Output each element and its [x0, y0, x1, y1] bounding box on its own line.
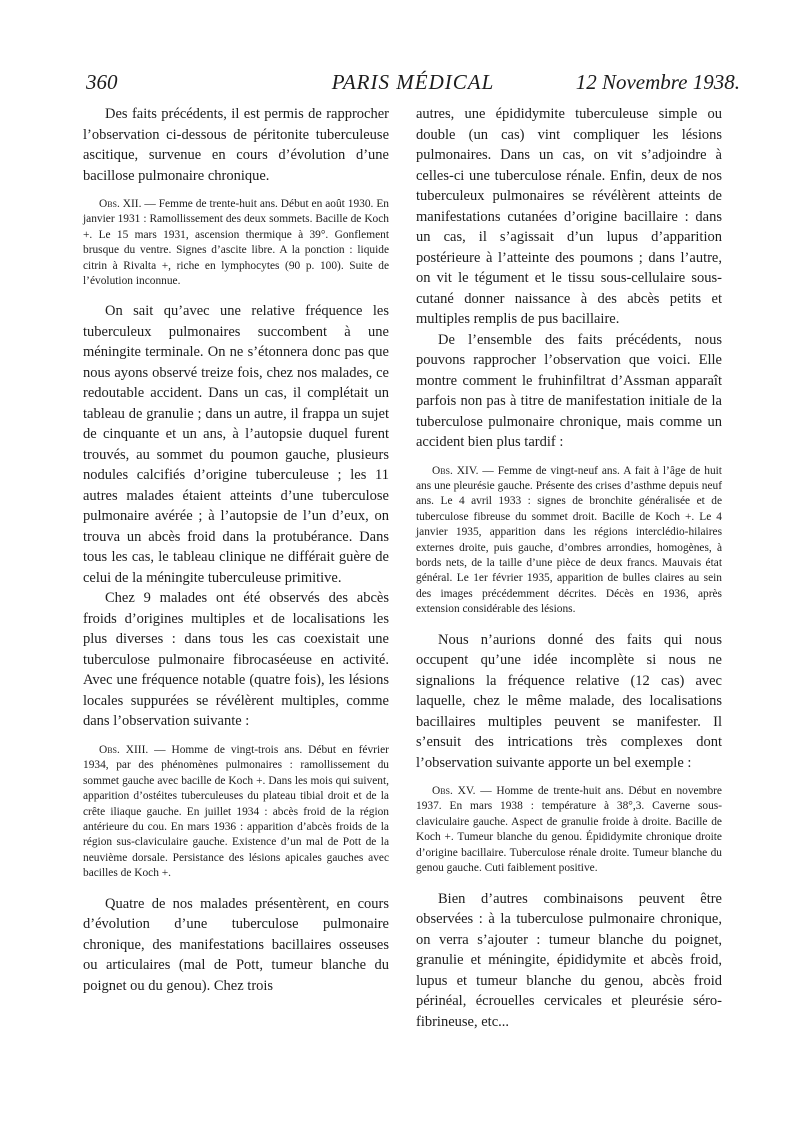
observation-15 — [416, 784, 722, 876]
paragraph-fruhinfiltrat: De l’ensemble des faits précédents, nous pouvons rapprocher l’observation que voici. Elle montre comment le fruhinfiltrat d’Assman apparaît parfois non pas à titre de manifestation initiale de la tuberculose pulmonaire chronique, mais comme un accident bien plus tardif : — [416, 331, 722, 450]
paragraph-osteo-articular: Quatre de nos malades présentèrent, en cours d’évolution d’une tuberculose pulmonaire chronique, des manifestations bacillaires osseuses ou articulaires (mal de Pott, tumeur blanche du poignet ou du genou). Chez trois — [83, 895, 389, 994]
observation-14-text: — Femme de vingt-neuf ans. A fait à l’âge de huit ans une pleurésie gauche. Présente des crises d’asthme depuis neuf ans. Le 4 avril 1933 : signes de bronchite généralisée et de tuberculose fibreuse du sommet droit. Bacille de Koch +. Le 4 janvier 1935, apparition dans les régions interclédio-hilaires externes droite, puis gauche, d’ombres arrondies, homogènes, à bords nets, de la taille d’une pièce de deux francs. Mauvais état général. Le 1er février 1935, apparition de bulles claires au sein des images précédemment décrites. Décès en 1936, après extension considérable des lésions. — [416, 464, 722, 616]
issue-date: 12 Novembre 1938. — [575, 70, 740, 94]
journal-title: PARIS MÉDICAL — [331, 70, 495, 94]
paragraph-peritonitis-intro: Des faits précédents, il est permis de rapprocher l’observation ci-dessous de péritonite tuberculeuse ascitique, survenue en cours d’évolution d’une bacillose pulmonaire chronique. — [83, 106, 389, 184]
observation-13-label: Obs. XIII. — [99, 743, 149, 756]
paragraph-cold-abscesses: Chez 9 malades ont été observés des abcès froids d’origines multiples et de localisations les plus diverses : dans tous les cas coexistait une tuberculose pulmonaire fibrocaséeuse en activité. Avec une fréquence notable (quatre fois), les lésions locales suppurées se révélèrent multiples, comme dans l’observation suivante : — [83, 590, 389, 730]
observation-12 — [83, 197, 389, 289]
observation-12-text: — Femme de trente-huit ans. Début en août 1930. En janvier 1931 : Ramollissement des deux sommets. Bacille de Koch +. Le 15 mars 1931, ascension thermique à 39°. Gonflement brusque du ventre. Signes d’ascite libre. A la ponction : liquide citrin à Rivalta +, riche en lymphocytes (90 p. 100). Suite de l’évolution inconnue. — [83, 198, 389, 288]
observation-15-text: — Homme de trente-huit ans. Début en novembre 1937. En mars 1938 : température à 38°,3. Caverne sous-claviculaire gauche. Aspect de granulie froide à droite. Bacille de Koch +. Tumeur blanche du genou. Épididymite chronique droite d’origine bacillaire. Tuberculose rénale droite. Tumeur blanche du genou gauche. Cuti faiblement positive. — [416, 785, 722, 875]
page-number: 360 — [86, 70, 118, 94]
observation-13 — [83, 743, 389, 882]
paragraph-epididymitis-continued: autres, une épididymite tuberculeuse simple ou double (un cas) vint compliquer les lésions pulmonaires. Dans un cas, on vit s’adjoindre à celles-ci une tuberculose rénale. Enfin, deux de nos tuberculeux pulmonaires se révélèrent atteints de manifestations cutanées d’origine bacillaire : dans un cas, il s’agissait d’un lupus d’apparition postérieure à l’atteinte des poumons ; dans l’autre, on vit le tégument et le tissu sous-cellulaire sous-cutané donner naissance à des abcès petits et multiples remplis de pus bacillaire. — [416, 106, 722, 327]
paragraph-combinations: Bien d’autres combinaisons peuvent être observées : à la tuberculose pulmonaire chronique, on verra s’ajouter : tumeur blanche du poignet, granulie et méningite, épididymite et abcès froid, lupus et tumeur blanche du genou, abcès froid périnéal, écrouelles cervicales et pleurésie séro-fibrineuse, etc... — [416, 890, 722, 1030]
left-column — [83, 104, 389, 996]
observation-13-text: — Homme de vingt-trois ans. Début en février 1934, par des phénomènes pulmonaires : ramollissement du sommet gauche avec bacille de Koch +. Dans les mois qui suivent, apparition d’ostéites tuberculeuses du plateau tibial droit et de la crête iliaque gauche. En juillet 1934 : abcès froid de la région antérieure du cou. En mars 1936 : apparition d’abcès froids de la région sus-claviculaire gauche. Existence d’un mal de Pott de la neuvième dorsale. Persistance des lésions apicales gauches avec bacilles de Koch +. — [83, 743, 389, 880]
right-column — [416, 104, 722, 1032]
page-header — [86, 70, 740, 100]
paragraph-meningitis: On sait qu’avec une relative fréquence les tuberculeux pulmonaires succombent à une méningite terminale. On ne s’étonnera donc pas que nous ayons observé treize fois, chez nos malades, ce redoutable accident. Dans un cas, il complétait un tableau de granulie ; dans un autre, il frappa un sujet de cinquante et un ans, à l’autopsie duquel furent trouvés, au sommet du poumon gauche, plusieurs nodules calcifiés d’origine tuberculeuse ; les 11 autres malades étaient atteints d’une tuberculose pulmonaire avérée ; à l’autopsie de l’un d’eux, on trouva un abcès froid dans la protubérance. Dans tous les cas, le tableau clinique ne différait guère de celui de la méningite tuberculeuse primitive. — [83, 303, 389, 586]
observation-14 — [416, 464, 722, 618]
paragraph-multiple-localisations: Nous n’aurions donné des faits qui nous occupent qu’une idée incomplète si nous ne signalions la fréquence relative (12 cas) avec laquelle, chez le même malade, des localisations bacillaires multiples peuvent se manifester. Il s’ensuit des intrications très complexes dont l’observation suivante apporte un bel exemple : — [416, 631, 722, 771]
observation-12-label: Obs. XII. — [99, 198, 142, 210]
observation-14-label: Obs. XIV. — [432, 464, 479, 477]
observation-15-label: Obs. XV. — [432, 785, 476, 798]
